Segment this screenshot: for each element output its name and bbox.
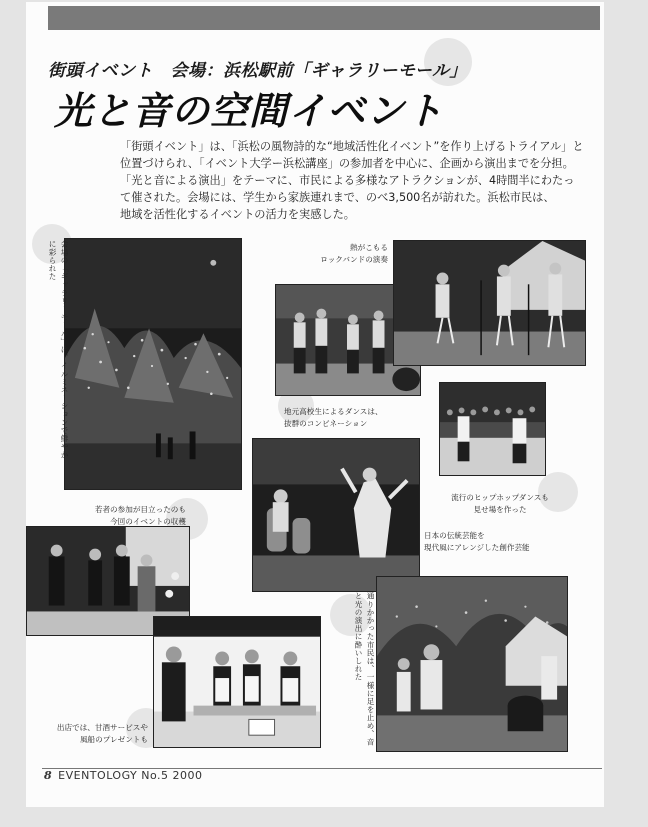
caption-line: 地元高校生によるダンスは、 [284, 407, 383, 416]
article-lead [120, 138, 584, 223]
caption-line: 現代風にアレンジした創作芸能 [424, 543, 530, 552]
photo-traditional-arts [252, 438, 420, 592]
caption-line: 流行のヒップホップダンスも [451, 493, 549, 502]
caption-passersby: 通りかかった市民は、一様に足を止め、音と光の演出に酔いしれた [354, 592, 375, 746]
page-footer [44, 769, 203, 782]
caption-young-participants [86, 504, 186, 528]
caption-line: 今回のイベントの収穫 [110, 517, 186, 526]
caption-line: 見せ場を作った [473, 505, 527, 514]
photo-rock-band [393, 240, 586, 366]
lead-line: て催された。会場には、学生から家族連れまで、のべ3,500名が訪れた。浜松市民は、 [120, 191, 555, 204]
caption-line: 日本の伝統芸能を [424, 531, 485, 540]
caption-rock-band [302, 242, 388, 266]
caption-dance [284, 406, 383, 430]
caption-stalls [52, 722, 148, 746]
caption-line: 若者の参加が目立ったのも [94, 505, 186, 514]
publication-name: EVENTOLOGY No.5 2000 [58, 769, 203, 782]
caption-line: 抜群のコンビネーション [284, 419, 368, 428]
caption-line: 熱がこもる [350, 243, 388, 252]
photo-passersby [376, 576, 568, 752]
photo-stalls [153, 616, 321, 748]
article-headline: 光と音の空間イベント [54, 88, 445, 133]
photo-hiphop [439, 382, 546, 476]
caption-hiphop [444, 492, 556, 516]
page-number: 8 [44, 769, 53, 782]
caption-line: 出店では、甘酒サービスや [56, 723, 148, 732]
article-kicker: 街頭イベント 会場：浜松駅前「ギャラリーモール」 [48, 61, 467, 81]
lead-line: 「街頭イベント」は、「浜松の風物詩的な“地域活性化イベント”を作り上げるトライアル」と [120, 140, 584, 153]
caption-gallery-mall: 会場の「ギャラリーモール」は、イルミネーションで鮮やかに彩られた [48, 240, 69, 459]
magazine-page [26, 2, 604, 807]
lead-line: 地域を活性化するイベントの活力を実感した。 [120, 208, 355, 221]
header-band [48, 6, 600, 30]
photo-illuminated-mall [64, 238, 242, 490]
caption-traditional-arts [424, 530, 530, 554]
lead-line: 「光と音による演出」をテーマに、市民による多様なアトラクションが、4時間半にわたっ [120, 174, 575, 187]
caption-line: ロックバンドの演奏 [320, 255, 388, 264]
lead-line: 位置づけられ、「イベント大学ー浜松講座」の参加者を中心に、企画から演出までを分担。 [120, 157, 574, 170]
caption-line: 風船のプレゼントも [79, 735, 148, 744]
